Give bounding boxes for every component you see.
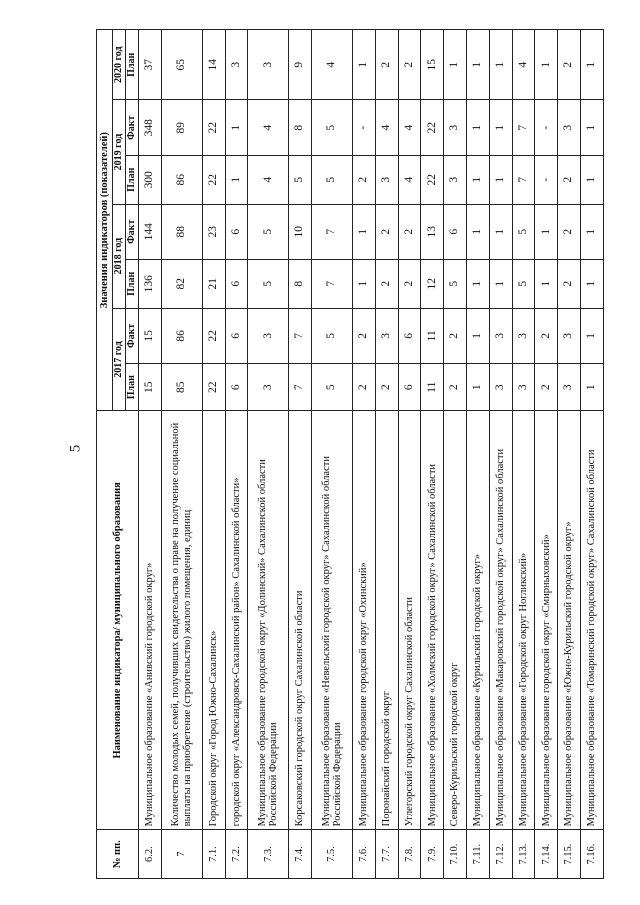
- row-number: 7.13.: [512, 830, 535, 879]
- indicator-name: Муниципальное образование городской округ «Долинский» Сахалинской области Российской Федерации: [248, 411, 289, 830]
- value-cell: 5: [289, 155, 312, 204]
- indicator-name: Муниципальное образование «Томаринский городской округ» Сахалинской области: [581, 411, 604, 830]
- value-cell: 3: [248, 364, 289, 411]
- value-cell: 3: [512, 308, 535, 363]
- row-number: 7.11.: [467, 830, 490, 879]
- table-row: [444, 30, 467, 879]
- value-cell: -: [535, 155, 558, 204]
- table-row: [375, 30, 398, 879]
- value-cell: 1: [467, 30, 490, 101]
- value-cell: 85: [161, 364, 202, 411]
- value-cell: 4: [512, 30, 535, 101]
- table-row: [202, 30, 225, 879]
- value-cell: 6: [225, 308, 248, 363]
- row-number: 7.3.: [248, 830, 289, 879]
- page-number: 5: [67, 444, 84, 453]
- value-cell: 3: [489, 364, 512, 411]
- table-body: [139, 30, 604, 879]
- indicator-name: Муниципальное образование «Макаровский городской округ» Сахалинской области: [489, 411, 512, 830]
- indicator-name: Муниципальное образование «Южно-Курильский городской округ»: [558, 411, 581, 830]
- value-cell: 1: [581, 204, 604, 259]
- value-cell: 1: [535, 30, 558, 101]
- value-cell: 7: [512, 100, 535, 155]
- value-cell: 5: [444, 259, 467, 308]
- value-cell: 3: [225, 30, 248, 101]
- value-cell: 2: [352, 155, 375, 204]
- row-number: 7.2.: [225, 830, 248, 879]
- header-name: Наименование индикатора/ муниципального образования: [97, 411, 139, 830]
- indicator-name: Муниципальное образование «Анивский городской округ»: [139, 411, 162, 830]
- value-cell: 1: [489, 259, 512, 308]
- header-fact: Факт: [126, 308, 139, 363]
- row-number: 7.7.: [375, 830, 398, 879]
- row-number: 7.16.: [581, 830, 604, 879]
- value-cell: 1: [352, 30, 375, 101]
- value-cell: 4: [398, 155, 421, 204]
- value-cell: 5: [312, 100, 353, 155]
- value-cell: 1: [535, 259, 558, 308]
- value-cell: 3: [489, 308, 512, 363]
- row-number: 7.5.: [312, 830, 353, 879]
- table-row: [139, 30, 162, 879]
- row-number: 7.1.: [202, 830, 225, 879]
- row-number: 7.8.: [398, 830, 421, 879]
- value-cell: 1: [581, 155, 604, 204]
- value-cell: 6: [398, 308, 421, 363]
- value-cell: 3: [444, 155, 467, 204]
- header-fact: Факт: [126, 100, 139, 155]
- table-row: [512, 30, 535, 879]
- value-cell: 11: [421, 364, 444, 411]
- value-cell: 1: [581, 259, 604, 308]
- value-cell: 2: [398, 259, 421, 308]
- row-number: 7.14.: [535, 830, 558, 879]
- header-num: № пп.: [97, 830, 139, 879]
- header-plan: План: [126, 364, 139, 411]
- value-cell: 2: [375, 364, 398, 411]
- table-row: [467, 30, 490, 879]
- value-cell: 12: [421, 259, 444, 308]
- header-year-2018: 2018 год: [113, 204, 126, 308]
- table-row: [398, 30, 421, 879]
- value-cell: 1: [581, 308, 604, 363]
- value-cell: 22: [202, 364, 225, 411]
- value-cell: 37: [139, 30, 162, 101]
- value-cell: 3: [444, 100, 467, 155]
- header-plan: План: [126, 155, 139, 204]
- indicator-name: Муниципальное образование «Курильский городской округ»: [467, 411, 490, 830]
- value-cell: 15: [139, 364, 162, 411]
- value-cell: 1: [467, 364, 490, 411]
- value-cell: 5: [512, 259, 535, 308]
- value-cell: 1: [581, 364, 604, 411]
- value-cell: 144: [139, 204, 162, 259]
- value-cell: 1: [581, 100, 604, 155]
- value-cell: 13: [421, 204, 444, 259]
- value-cell: 1: [467, 155, 490, 204]
- value-cell: 5: [312, 155, 353, 204]
- value-cell: 88: [161, 204, 202, 259]
- value-cell: 136: [139, 259, 162, 308]
- value-cell: 300: [139, 155, 162, 204]
- value-cell: 22: [202, 100, 225, 155]
- value-cell: 1: [467, 308, 490, 363]
- value-cell: 6: [225, 259, 248, 308]
- header-fact: Факт: [126, 204, 139, 259]
- value-cell: -: [535, 100, 558, 155]
- value-cell: 3: [558, 364, 581, 411]
- value-cell: 2: [375, 30, 398, 101]
- value-cell: 7: [289, 364, 312, 411]
- value-cell: 3: [375, 155, 398, 204]
- indicator-name: Муниципальное образование «Городской округ Ногликский»: [512, 411, 535, 830]
- value-cell: 14: [202, 30, 225, 101]
- value-cell: 1: [489, 100, 512, 155]
- header-year-2017: 2017 год: [113, 308, 126, 411]
- indicators-table: [96, 29, 604, 879]
- value-cell: 8: [289, 259, 312, 308]
- value-cell: 23: [202, 204, 225, 259]
- table-row: [558, 30, 581, 879]
- row-number: 6.2.: [139, 830, 162, 879]
- header-year-2019: 2019 год: [113, 100, 126, 204]
- value-cell: 22: [421, 100, 444, 155]
- value-cell: 1: [467, 100, 490, 155]
- value-cell: 89: [161, 100, 202, 155]
- value-cell: 1: [467, 259, 490, 308]
- indicator-name: Углегорский городской округ Сахалинской области: [398, 411, 421, 830]
- value-cell: 2: [398, 30, 421, 101]
- value-cell: 2: [375, 204, 398, 259]
- value-cell: 6: [225, 204, 248, 259]
- value-cell: 2: [558, 155, 581, 204]
- value-cell: 1: [489, 204, 512, 259]
- value-cell: 2: [398, 204, 421, 259]
- value-cell: 15: [421, 30, 444, 101]
- value-cell: 6: [444, 204, 467, 259]
- value-cell: 5: [512, 204, 535, 259]
- value-cell: 1: [489, 155, 512, 204]
- value-cell: 5: [312, 308, 353, 363]
- indicator-name: Муниципальное образование «Невельский городской округ» Сахалинской области Российской Федерации: [312, 411, 353, 830]
- value-cell: 7: [312, 204, 353, 259]
- value-cell: 2: [375, 259, 398, 308]
- value-cell: 5: [248, 259, 289, 308]
- value-cell: 86: [161, 308, 202, 363]
- indicator-name: Корсаковский городской округ Сахалинской области: [289, 411, 312, 830]
- value-cell: 2: [558, 259, 581, 308]
- value-cell: 4: [375, 100, 398, 155]
- value-cell: 7: [512, 155, 535, 204]
- value-cell: 7: [289, 308, 312, 363]
- value-cell: 2: [444, 308, 467, 363]
- table-row: [248, 30, 289, 879]
- value-cell: 1: [444, 30, 467, 101]
- indicator-name: Поронайский городской округ: [375, 411, 398, 830]
- value-cell: 3: [558, 308, 581, 363]
- value-cell: 22: [202, 308, 225, 363]
- table-row: [289, 30, 312, 879]
- indicator-name: городской округ «Александровск-Сахалинский район» Сахалинской области»: [225, 411, 248, 830]
- value-cell: 2: [535, 308, 558, 363]
- row-number: 7: [161, 830, 202, 879]
- value-cell: 21: [202, 259, 225, 308]
- value-cell: 82: [161, 259, 202, 308]
- value-cell: 2: [444, 364, 467, 411]
- value-cell: 1: [352, 259, 375, 308]
- value-cell: 1: [225, 100, 248, 155]
- value-cell: 5: [248, 204, 289, 259]
- value-cell: 22: [421, 155, 444, 204]
- value-cell: 348: [139, 100, 162, 155]
- value-cell: 5: [312, 364, 353, 411]
- value-cell: 10: [289, 204, 312, 259]
- value-cell: 1: [581, 30, 604, 101]
- value-cell: 6: [225, 364, 248, 411]
- value-cell: 4: [312, 30, 353, 101]
- value-cell: 1: [535, 204, 558, 259]
- row-number: 7.9.: [421, 830, 444, 879]
- value-cell: 65: [161, 30, 202, 101]
- value-cell: 7: [312, 259, 353, 308]
- value-cell: 1: [489, 30, 512, 101]
- table-row: [225, 30, 248, 879]
- indicator-name: Северо-Курильский городской округ: [444, 411, 467, 830]
- table-row: [352, 30, 375, 879]
- value-cell: 2: [352, 308, 375, 363]
- header-plan: План: [126, 259, 139, 308]
- row-number: 7.15.: [558, 830, 581, 879]
- indicator-name: Муниципальное образование городской округ «Охинский»: [352, 411, 375, 830]
- value-cell: 11: [421, 308, 444, 363]
- table-row: [161, 30, 202, 879]
- value-cell: 6: [398, 364, 421, 411]
- header-values-group: Значения индикаторов (показателей): [97, 30, 113, 411]
- value-cell: 15: [139, 308, 162, 363]
- value-cell: 2: [558, 204, 581, 259]
- value-cell: 22: [202, 155, 225, 204]
- value-cell: 4: [248, 155, 289, 204]
- row-number: 7.6.: [352, 830, 375, 879]
- value-cell: 3: [248, 30, 289, 101]
- value-cell: -: [352, 100, 375, 155]
- value-cell: 2: [352, 364, 375, 411]
- table-row: [535, 30, 558, 879]
- value-cell: 1: [467, 204, 490, 259]
- value-cell: 3: [375, 308, 398, 363]
- indicator-name: Городской округ «Город Южно-Сахалинск»: [202, 411, 225, 830]
- value-cell: 3: [558, 100, 581, 155]
- value-cell: 9: [289, 30, 312, 101]
- value-cell: 1: [225, 155, 248, 204]
- table-row: [312, 30, 353, 879]
- value-cell: 86: [161, 155, 202, 204]
- indicator-name: Муниципальное образование городской округ «Смирныховский»: [535, 411, 558, 830]
- value-cell: 2: [558, 30, 581, 101]
- value-cell: 3: [248, 308, 289, 363]
- value-cell: 4: [248, 100, 289, 155]
- header-plan: План: [126, 30, 139, 101]
- value-cell: 2: [535, 364, 558, 411]
- value-cell: 8: [289, 100, 312, 155]
- rotated-page-content: [96, 29, 604, 879]
- table-row: [581, 30, 604, 879]
- header-year-2020: 2020 год: [113, 30, 126, 101]
- indicator-name: Муниципальное образование «Холмский городской округ» Сахалинской области: [421, 411, 444, 830]
- value-cell: 1: [352, 204, 375, 259]
- row-number: 7.10.: [444, 830, 467, 879]
- value-cell: 3: [512, 364, 535, 411]
- value-cell: 4: [398, 100, 421, 155]
- row-number: 7.12.: [489, 830, 512, 879]
- row-number: 7.4.: [289, 830, 312, 879]
- table-row: [489, 30, 512, 879]
- table-row: [421, 30, 444, 879]
- indicator-name: Количество молодых семей, получивших свидетельства о праве на получение социальной выплаты на приобретение (строительство) жилого помещения, единиц: [161, 411, 202, 830]
